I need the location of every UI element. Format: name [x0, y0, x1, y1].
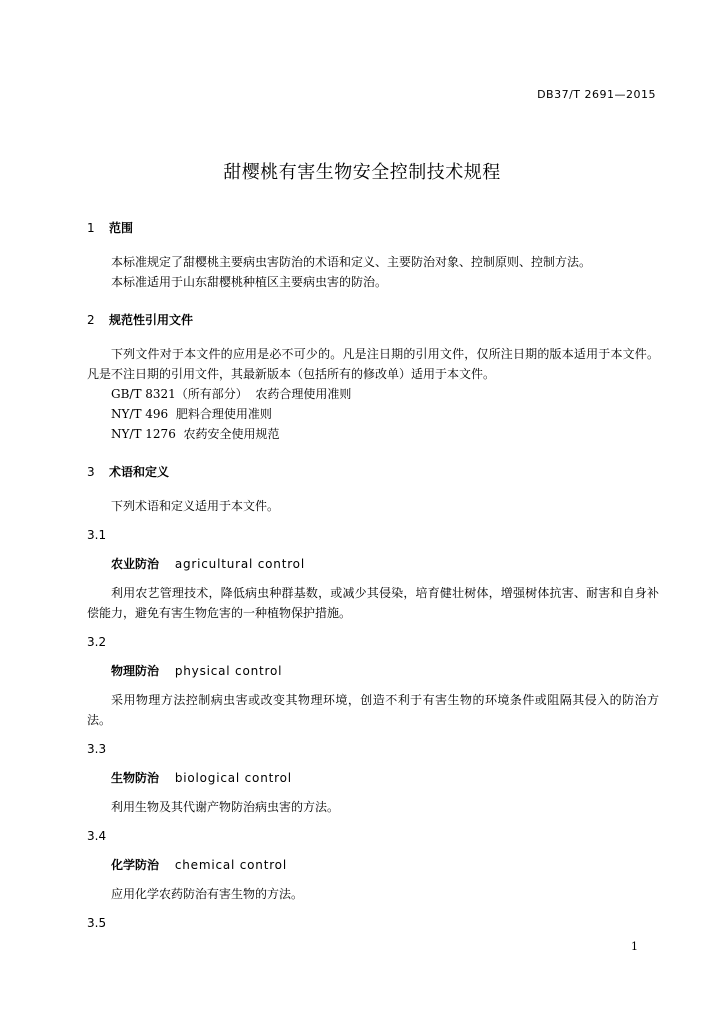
page-number: 1	[631, 940, 638, 953]
term-entry	[87, 855, 659, 875]
section-heading-3	[87, 462, 659, 482]
normative-reference: NY/T 496 肥料合理使用准则	[111, 407, 272, 421]
paragraph: 本标准规定了甜樱桃主要病虫害防治的术语和定义、主要防治对象、控制原则、控制方法。	[111, 255, 592, 269]
term-number: 3.1	[87, 528, 107, 542]
term-entry	[87, 661, 659, 681]
section-number: 2	[87, 313, 95, 327]
section-title: 术语和定义	[109, 465, 170, 479]
term-number: 3.4	[87, 829, 107, 843]
term-english: biological control	[174, 771, 292, 785]
term-number: 3.3	[87, 742, 107, 756]
term-chinese: 物理防治	[111, 664, 160, 678]
paragraph: 下列术语和定义适用于本文件。	[111, 499, 280, 513]
term-number: 3.5	[87, 916, 107, 930]
standard-code: DB37/T 2691—2015	[537, 88, 656, 101]
normative-reference: NY/T 1276 农药安全使用规范	[111, 427, 280, 441]
section-heading-2	[87, 310, 659, 330]
document-title: 甜樱桃有害生物安全控制技术规程	[223, 162, 501, 183]
section-number: 3	[87, 465, 95, 479]
term-definition: 利用生物及其代谢产物防治病虫害的方法。	[111, 800, 340, 814]
section-title: 范围	[109, 221, 134, 235]
term-chinese: 生物防治	[111, 771, 160, 785]
paragraph: 本标准适用于山东甜樱桃种植区主要病虫害的防治。	[111, 275, 388, 289]
term-english: agricultural control	[174, 557, 305, 571]
normative-reference: GB/T 8321（所有部分） 农药合理使用准则	[111, 387, 352, 401]
section-number: 1	[87, 221, 95, 235]
term-entry	[87, 768, 659, 788]
term-definition: 应用化学农药防治有害生物的方法。	[111, 887, 304, 901]
section-heading-1	[87, 218, 659, 238]
term-english: physical control	[174, 664, 283, 678]
term-definition: 利用农艺管理技术，降低病虫种群基数，或减少其侵染，培育健壮树体，增强树体抗害、耐害和自身补偿能力，避免有害生物危害的一种植物保护措施。	[87, 586, 659, 620]
term-chinese: 农业防治	[111, 557, 160, 571]
paragraph: 下列文件对于本文件的应用是必不可少的。凡是注日期的引用文件，仅所注日期的版本适用于本文件。凡是不注日期的引用文件，其最新版本（包括所有的修改单）适用于本文件。	[87, 347, 659, 381]
term-entry	[87, 554, 659, 574]
section-title: 规范性引用文件	[109, 313, 194, 327]
term-english: chemical control	[174, 858, 287, 872]
term-number: 3.2	[87, 635, 107, 649]
term-definition: 采用物理方法控制病虫害或改变其物理环境，创造不利于有害生物的环境条件或阻隔其侵入的防治方法。	[87, 693, 659, 727]
term-chinese: 化学防治	[111, 858, 160, 872]
document-body	[87, 218, 659, 933]
